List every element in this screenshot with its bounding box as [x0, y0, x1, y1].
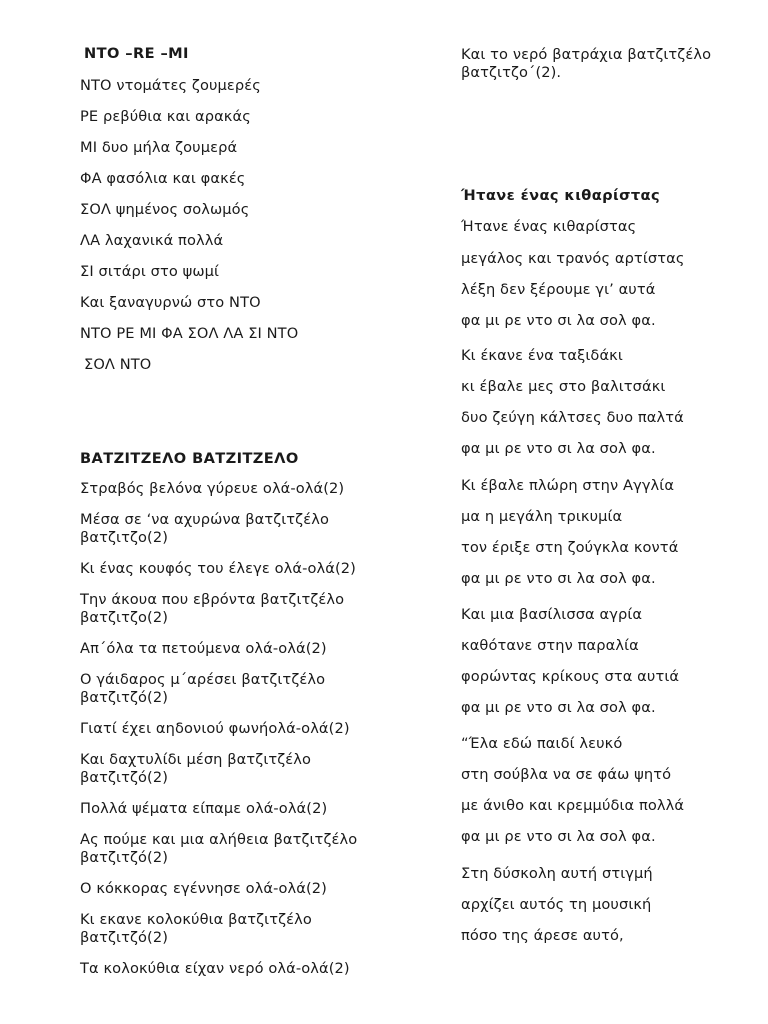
lyric-line: Και το νερό βατράχια βατζιτζέλο: [461, 46, 712, 63]
lyric-line: Και ξαναγυρνώ στο ΝΤΟ: [80, 294, 261, 311]
lyric-line: βατζιτζο(2): [80, 529, 169, 546]
lyric-line: μα η μεγάλη τρικυμία: [461, 508, 623, 525]
lyric-line: αρχίζει αυτός τη μουσική: [461, 896, 652, 913]
lyric-line: Στη δύσκολη αυτή στιγμή: [461, 865, 653, 882]
lyric-line: με άνιθο και κρεμμύδια πολλά: [461, 797, 685, 814]
lyric-line: λέξη δεν ξέρουμε γι’ αυτά: [461, 281, 656, 298]
lyric-line: πόσο της άρεσε αυτό,: [461, 927, 624, 944]
lyric-line: Ήτανε ένας κιθαρίστας: [461, 218, 637, 235]
song-title-do-re-mi: ΝΤΟ –RE –MI: [84, 45, 189, 62]
lyric-line: Ο κόκκορας εγέννησε ολά-ολά(2): [80, 880, 327, 897]
lyric-line: μεγάλος και τρανός αρτίστας: [461, 250, 685, 267]
lyric-line: Γιατί έχει αηδονιού φωνήολά-ολά(2): [80, 720, 350, 737]
lyric-line: καθότανε στην παραλία: [461, 637, 639, 654]
lyric-line: βατζιτζό(2): [80, 769, 169, 786]
lyric-line: Κι εκανε κολοκύθια βατζιτζέλο: [80, 911, 312, 928]
lyric-line: Ας πούμε και μια αλήθεια βατζιτζέλο: [80, 831, 358, 848]
lyric-line: Την άκουα που εβρόντα βατζιτζέλο: [80, 591, 345, 608]
lyric-line: Κι έβαλε πλώρη στην Αγγλία: [461, 477, 675, 494]
lyric-line: ΦΑ φασόλια και φακές: [80, 170, 246, 187]
lyric-line: δυο ζεύγη κάλτσες δυο παλτά: [461, 409, 684, 426]
lyric-line: βατζιτζο(2): [80, 609, 169, 626]
lyric-line: ΛΑ λαχανικά πολλά: [80, 232, 224, 249]
lyric-line: Ο γάιδαρος μ΄αρέσει βατζιτζέλο: [80, 671, 326, 688]
lyric-line: Κι ένας κουφός του έλεγε ολά-ολά(2): [80, 560, 356, 577]
lyric-line: ΣΟΛ ψημένος σολωμός: [80, 201, 250, 218]
lyric-line: ΣΙ σιτάρι στο ψωμί: [80, 263, 220, 280]
lyric-line: Και μια βασίλισσα αγρία: [461, 606, 643, 623]
lyric-line: βατζιτζο΄(2).: [461, 64, 562, 81]
lyric-line: Και δαχτυλίδι μέση βατζιτζέλο: [80, 751, 312, 768]
song-title-kitharistas: Ήτανε ένας κιθαρίστας: [461, 187, 661, 204]
lyric-line: “Έλα εδώ παιδί λευκό: [461, 735, 623, 752]
lyric-line: Κι έκανε ένα ταξιδάκι: [461, 347, 623, 364]
lyric-line: φα μι ρε ντο σι λα σολ φα.: [461, 699, 656, 716]
lyric-line: Τα κολοκύθια είχαν νερό ολά-ολά(2): [80, 960, 350, 977]
lyric-line: φα μι ρε ντο σι λα σολ φα.: [461, 570, 656, 587]
lyric-line: Μέσα σε ‘να αχυρώνα βατζιτζέλο: [80, 511, 329, 528]
lyric-line: κι έβαλε μες στο βαλιτσάκι: [461, 378, 666, 395]
lyric-line: ΝΤΟ ντομάτες ζουμερές: [80, 77, 261, 94]
lyric-line: βατζιτζό(2): [80, 929, 169, 946]
lyric-line: ΡΕ ρεβύθια και αρακάς: [80, 108, 251, 125]
lyric-line: φορώντας κρίκους στα αυτιά: [461, 668, 680, 685]
lyric-line: βατζιτζό(2): [80, 849, 169, 866]
lyric-line: φα μι ρε ντο σι λα σολ φα.: [461, 440, 656, 457]
lyric-line: Πολλά ψέματα είπαμε ολά-ολά(2): [80, 800, 328, 817]
lyric-line: Απ΄όλα τα πετούμενα ολά-ολά(2): [80, 640, 327, 657]
lyric-line: φα μι ρε ντο σι λα σολ φα.: [461, 828, 656, 845]
lyric-line: φα μι ρε ντο σι λα σολ φα.: [461, 312, 656, 329]
lyric-line: ΣΟΛ ΝΤΟ: [84, 356, 152, 373]
lyric-line: Στραβός βελόνα γύρευε ολά-ολά(2): [80, 480, 345, 497]
lyric-line: τον έριξε στη ζούγκλα κοντά: [461, 539, 679, 556]
lyric-line: στη σούβλα να σε φάω ψητό: [461, 766, 672, 783]
lyric-line: ΜΙ δυο μήλα ζουμερά: [80, 139, 238, 156]
lyric-line: ΝΤΟ ΡΕ ΜΙ ΦΑ ΣΟΛ ΛΑ ΣΙ ΝΤΟ: [80, 325, 299, 342]
song-title-batzitzelo: ΒΑΤΖΙΤΖΕΛΟ ΒΑΤΖΙΤΖΕΛΟ: [80, 450, 299, 467]
lyric-line: βατζιτζό(2): [80, 689, 169, 706]
